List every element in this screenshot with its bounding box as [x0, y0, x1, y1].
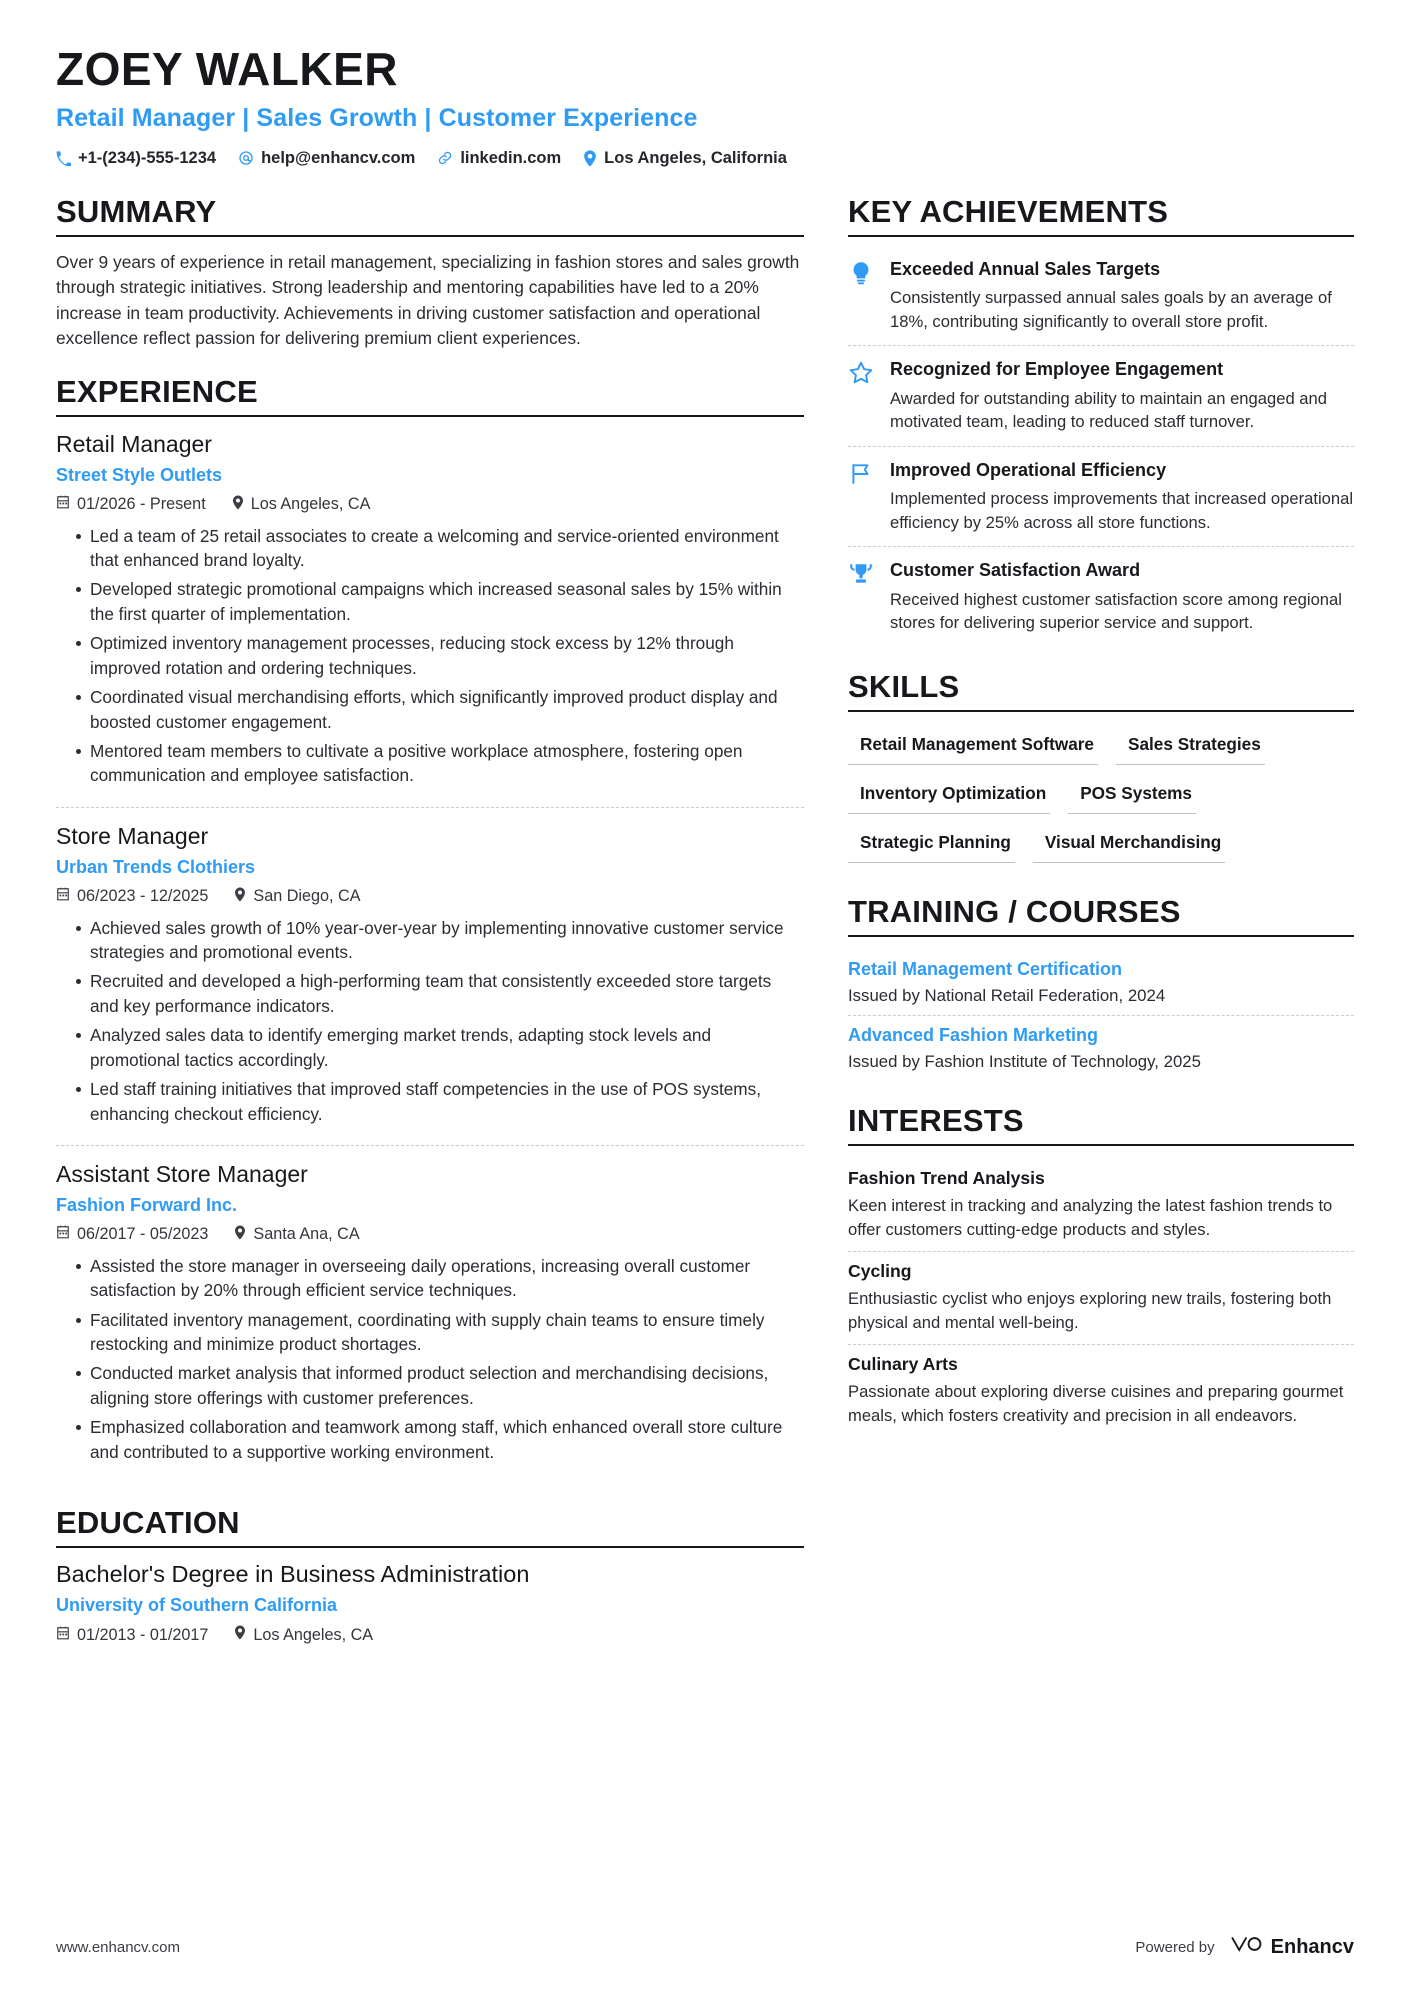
section-title-key-achievements: KEY ACHIEVEMENTS [848, 194, 1354, 237]
section-title-interests: INTERESTS [848, 1103, 1354, 1146]
experience-dates-text: 06/2023 - 12/2025 [77, 887, 209, 906]
experience-role: Retail Manager [56, 430, 212, 457]
interest-title: Fashion Trend Analysis [848, 1168, 1045, 1189]
section-key-achievements [848, 194, 1354, 648]
section-title-education: EDUCATION [56, 1505, 804, 1548]
experience-bullets [56, 916, 804, 1126]
skill-chip: POS Systems [1068, 774, 1196, 814]
education-location [234, 1625, 373, 1645]
bullet: Developed strategic promotional campaigns which increased seasonal sales by 15% within the first quarter of implementation. [76, 577, 804, 626]
contact-phone [56, 149, 216, 168]
experience-dates [56, 495, 206, 514]
interest-desc: Passionate about exploring diverse cuisines and preparing gourmet meals, which fosters creativity and precision in all endeavors. [848, 1382, 1344, 1425]
course-subtitle: Issued by Fashion Institute of Technology, 2025 [848, 1052, 1201, 1072]
skill-chip: Sales Strategies [1116, 725, 1265, 765]
experience-company: Fashion Forward Inc. [56, 1194, 238, 1215]
achievement-desc: Implemented process improvements that increased operational efficiency by 25% across all store functions. [890, 489, 1354, 532]
experience-role: Store Manager [56, 822, 209, 849]
education-dates [56, 1626, 208, 1645]
contact-email-text: help@enhancv.com [261, 148, 416, 167]
enhancv-logo [1229, 1933, 1354, 1961]
achievement-desc: Consistently surpassed annual sales goals by an average of 18%, contributing significantly to overall store profit. [890, 288, 1332, 331]
bullet: Led a team of 25 retail associates to create a welcoming and service-oriented environment that enhanced brand loyalty. [76, 524, 804, 573]
bullet: Assisted the store manager in overseeing daily operations, increasing overall customer satisfaction by 20% through efficient service techniques. [76, 1254, 804, 1303]
achievement-title: Improved Operational Efficiency [890, 459, 1167, 480]
link-icon [437, 150, 453, 166]
experience-meta [56, 1225, 804, 1245]
course-subtitle: Issued by National Retail Federation, 2024 [848, 986, 1166, 1006]
contact-location-text: Los Angeles, California [604, 148, 787, 167]
location-icon [234, 1625, 246, 1645]
contact-link[interactable] [437, 149, 561, 168]
section-summary [56, 194, 804, 352]
course-item [848, 950, 1354, 1015]
contact-phone-text: +1-(234)-555-1234 [78, 148, 217, 167]
summary-text: Over 9 years of experience in retail management, specializing in fashion stores and sales growth through strategic initiatives. Strong leadership and mentoring capabilities have led to a 20% increase in team productivity. Achievements in driving customer satisfaction and operational excellence reflect passion for delivering premium client experiences. [56, 251, 800, 349]
location-icon [234, 1225, 246, 1245]
bullet: Emphasized collaboration and teamwork among staff, which enhanced overall store culture and contributed to a supportive working environment. [76, 1415, 804, 1464]
enhancv-mark-icon [1229, 1933, 1263, 1961]
professional-headline: Retail Manager | Sales Growth | Customer Experience [56, 103, 698, 132]
interest-item [848, 1251, 1354, 1344]
experience-entry [56, 807, 804, 1145]
page-footer [56, 1933, 1354, 1961]
education-degree: Bachelor's Degree in Business Administration [56, 1561, 530, 1588]
section-training [848, 894, 1354, 1081]
skill-chip: Visual Merchandising [1033, 823, 1225, 863]
bullet: Conducted market analysis that informed product selection and merchandising decisions, aligning store offerings with customer preferences. [76, 1361, 804, 1410]
phone-icon [56, 151, 71, 166]
calendar-icon [56, 887, 70, 906]
experience-dates-text: 01/2026 - Present [77, 495, 206, 514]
location-icon [234, 887, 246, 907]
bullet: Analyzed sales data to identify emerging market trends, adapting stock levels and promotional tactics accordingly. [76, 1023, 804, 1072]
experience-location [234, 887, 360, 907]
course-title: Advanced Fashion Marketing [848, 1025, 1099, 1046]
left-column [56, 194, 804, 1682]
experience-dates-text: 06/2017 - 05/2023 [77, 1225, 209, 1244]
achievement-title: Recognized for Employee Engagement [890, 359, 1224, 380]
experience-meta [56, 495, 804, 515]
bullet: Facilitated inventory management, coordinating with supply chain teams to ensure timely restocking and minimize product shortages. [76, 1308, 804, 1357]
section-title-training: TRAINING / COURSES [848, 894, 1354, 937]
experience-location-text: Santa Ana, CA [253, 1225, 360, 1244]
experience-meta [56, 887, 804, 907]
achievement-item [848, 345, 1354, 446]
experience-location [234, 1225, 359, 1245]
experience-company: Street Style Outlets [56, 464, 223, 485]
bullet: Recruited and developed a high-performing team that consistently exceeded store targets and key performance indicators. [76, 969, 804, 1018]
bullet: Achieved sales growth of 10% year-over-year by implementing innovative customer service strategies and promotional events. [76, 916, 804, 965]
section-title-summary: SUMMARY [56, 194, 804, 237]
footer-branding [1135, 1933, 1354, 1961]
education-dates-text: 01/2013 - 01/2017 [77, 1625, 209, 1644]
bullet: Optimized inventory management processes, reducing stock excess by 12% through improved rotation and ordering techniques. [76, 631, 804, 680]
calendar-icon [56, 1225, 70, 1244]
enhancv-wordmark: Enhancv [1270, 1935, 1354, 1958]
bullet: Led staff training initiatives that improved staff competencies in the use of POS systems, enhancing checkout efficiency. [76, 1077, 804, 1126]
skills-list [848, 725, 1354, 872]
section-title-experience: EXPERIENCE [56, 374, 804, 417]
experience-entry [56, 430, 804, 807]
interest-title: Culinary Arts [848, 1354, 958, 1375]
experience-dates [56, 887, 208, 906]
section-title-skills: SKILLS [848, 669, 1354, 712]
skill-chip: Strategic Planning [848, 823, 1015, 863]
lightbulb-icon [848, 258, 876, 334]
email-icon [238, 150, 254, 166]
experience-entry [56, 1145, 804, 1483]
education-location-text: Los Angeles, CA [253, 1625, 374, 1644]
interest-desc: Enthusiastic cyclist who enjoys exploring new trails, fostering both physical and mental well-being. [848, 1289, 1332, 1332]
achievement-title: Customer Satisfaction Award [890, 560, 1141, 581]
trophy-icon [848, 559, 876, 635]
experience-company: Urban Trends Clothiers [56, 856, 256, 877]
calendar-icon [56, 1626, 70, 1645]
experience-bullets [56, 1254, 804, 1464]
experience-location-text: Los Angeles, CA [250, 495, 371, 514]
interest-item [848, 1159, 1354, 1251]
skill-chip: Retail Management Software [848, 725, 1098, 765]
bullet: Mentored team members to cultivate a positive workplace atmosphere, fostering open communication and employee satisfaction. [76, 739, 804, 788]
footer-site-url[interactable]: www.enhancv.com [56, 1938, 180, 1956]
powered-by-label: Powered by [1135, 1938, 1215, 1956]
section-education [56, 1505, 804, 1659]
location-icon [232, 495, 244, 515]
achievement-desc: Received highest customer satisfaction score among regional stores for delivering superior service and support. [890, 589, 1342, 633]
bullet: Coordinated visual merchandising efforts, which significantly improved product display and boosted customer engagement. [76, 685, 804, 734]
contact-link-text: linkedin.com [460, 148, 562, 167]
section-experience [56, 374, 804, 1483]
achievement-item [848, 250, 1354, 346]
achievement-title: Exceeded Annual Sales Targets [890, 258, 1161, 279]
resume-header [56, 44, 1354, 168]
contact-email[interactable] [238, 149, 415, 168]
experience-bullets [56, 524, 804, 788]
interest-item [848, 1344, 1354, 1437]
education-entry [56, 1561, 804, 1659]
skill-chip: Inventory Optimization [848, 774, 1050, 814]
calendar-icon [56, 495, 70, 514]
experience-location [232, 495, 371, 515]
course-title: Retail Management Certification [848, 959, 1123, 980]
interest-desc: Keen interest in tracking and analyzing the latest fashion trends to offer customers cutting-edge products and styles. [848, 1196, 1333, 1239]
location-icon [583, 150, 597, 167]
course-item [848, 1015, 1354, 1081]
experience-role: Assistant Store Manager [56, 1160, 308, 1187]
achievement-item [848, 546, 1354, 647]
education-school: University of Southern California [56, 1595, 338, 1616]
page-title: ZOEY WALKER [56, 43, 399, 95]
section-interests [848, 1103, 1354, 1437]
achievement-item [848, 446, 1354, 547]
section-skills [848, 669, 1354, 872]
achievement-desc: Awarded for outstanding ability to maintain an engaged and motivated team, leading to reduced staff turnover. [890, 388, 1327, 432]
experience-location-text: San Diego, CA [253, 887, 361, 906]
flag-icon [848, 459, 876, 535]
experience-dates [56, 1225, 208, 1244]
contact-location [583, 149, 787, 168]
resume-body [56, 194, 1354, 1682]
contact-row [56, 149, 1354, 168]
education-meta [56, 1625, 804, 1645]
right-column [848, 194, 1354, 1460]
interest-title: Cycling [848, 1261, 912, 1282]
star-icon [848, 358, 876, 434]
